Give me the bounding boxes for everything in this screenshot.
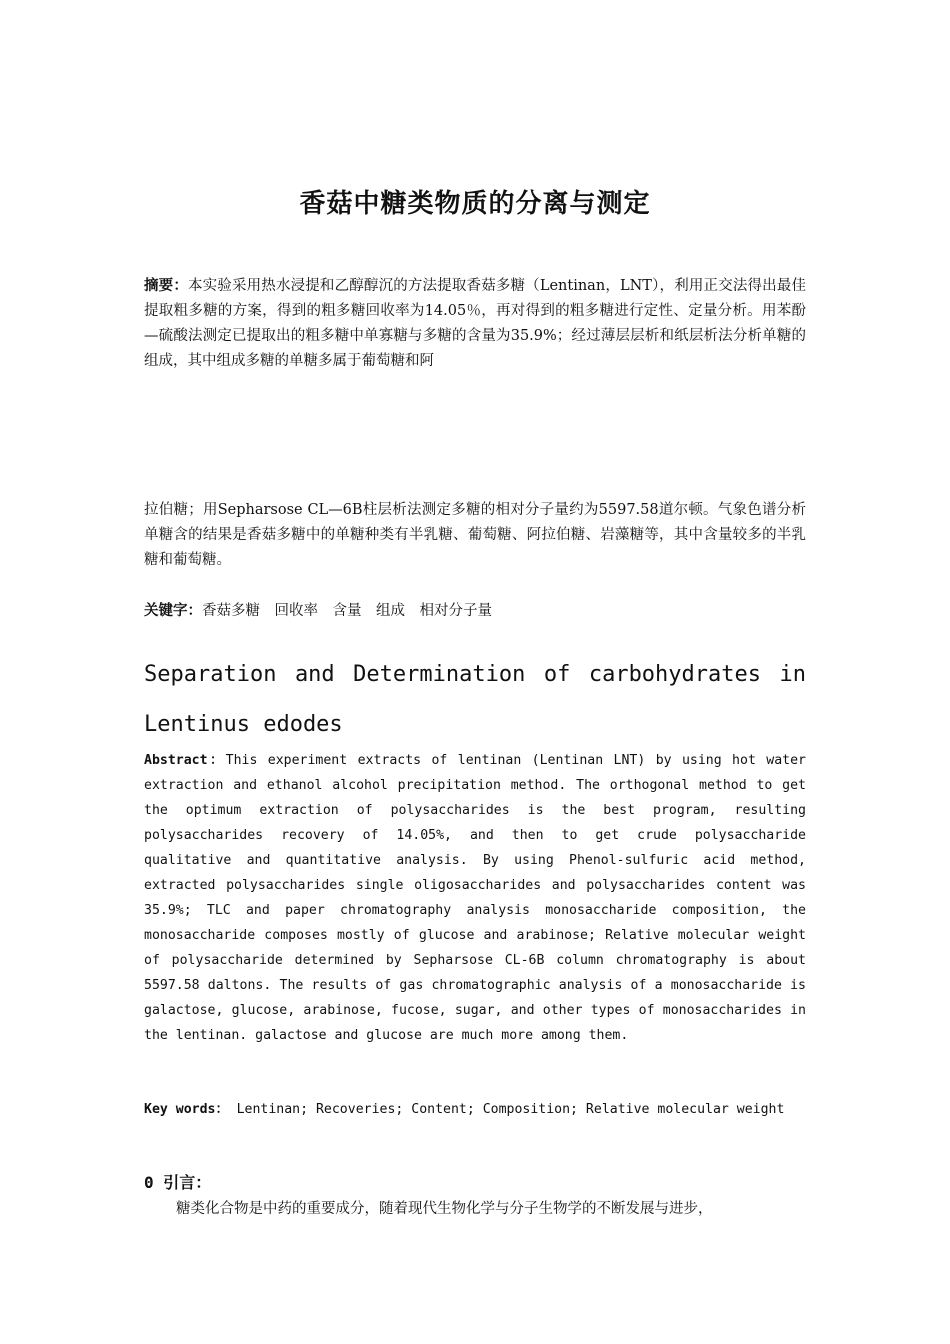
abstract-cn-text-1: 本实验采用热水浸提和乙醇醇沉的方法提取香菇多糖（Lentinan，LNT），利用正交法得出最佳提取粗多糖的方案，得到的粗多糖回收率为14.05％，再对得到的粗多糖进行定性、定量分析。用苯酚—硫酸法测定已提取出的粗多糖中单寡糖与多糖的含量为35.9%；经过薄层层析和纸层析法分析单糖的组成，其中组成多糖的单糖多属于葡萄糖和阿 [144, 278, 806, 369]
intro-heading: 0 引言： [144, 1173, 212, 1192]
english-title-word: of [543, 662, 571, 687]
keywords-en-label: Key words： [144, 1102, 229, 1117]
abstract-en-label: Abstract： [144, 753, 226, 768]
keywords-cn [144, 599, 806, 624]
keywords-en-text: Lentinan; Recoveries; Content; Composition; Relative molecular weight [228, 1102, 785, 1117]
intro-first-line: 糖类化合物是中药的重要成分，随着现代生物化学与分子生物学的不断发展与进步， [176, 1201, 713, 1217]
abstract-en-text: This experiment extracts of lentinan (Lentinan LNT) by using hot water extraction and ethanol alcohol precipitation method. The orthogonal method to get the optimum extraction of polysaccharides is the best program, resulting polysaccharides recovery of 14.05%, and then to get crude polysaccharide qualitative and quantitative analysis. By using Phenol-sulfuric acid method, extracted polysaccharides single oligosaccharides and polysaccharides content was 35.9%; TLC and paper chromatography analysis monosaccharide composition, the monosaccharide composes mostly of glucose and arabinose; Relative molecular weight of polysaccharide determined by Sepharsose CL-6B column chromatography is about 5597.58 daltons. The results of gas chromatographic analysis of a monosaccharide is galactose, glucose, arabinose, fucose, sugar, and other types of monosaccharides in the lentinan. galactose and glucose are much more among them. [144, 753, 806, 1043]
keywords-en [144, 1097, 806, 1122]
english-title [144, 650, 806, 750]
abstract-cn-part2: 拉伯糖；用Sepharsose CL—6B柱层析法测定多糖的相对分子量约为5597.58道尔顿。气象色谱分析单糖含的结果是香菇多糖中的单糖种类有半乳糖、葡萄糖、阿拉伯糖、岩藻糖等，其中含量较多的半乳糖和葡萄糖。 [144, 502, 806, 568]
english-title-word: and [294, 662, 335, 687]
english-title-word: Determination [353, 662, 526, 687]
abstract-cn-part1 [144, 274, 806, 374]
page-title: 香菇中糖类物质的分离与测定 [299, 189, 651, 219]
english-title-line2: Lentinus edodes [144, 712, 343, 737]
english-title-line1 [144, 650, 806, 700]
abstract-cn-label: 摘要： [144, 278, 188, 294]
keywords-cn-text: 香菇多糖 回收率 含量 组成 相对分子量 [202, 603, 492, 619]
english-title-word: Separation [144, 662, 277, 687]
keywords-cn-label: 关键字： [144, 603, 202, 619]
english-title-word: carbohydrates [588, 662, 762, 687]
abstract-en [144, 748, 806, 1048]
english-title-word: in [779, 662, 806, 687]
